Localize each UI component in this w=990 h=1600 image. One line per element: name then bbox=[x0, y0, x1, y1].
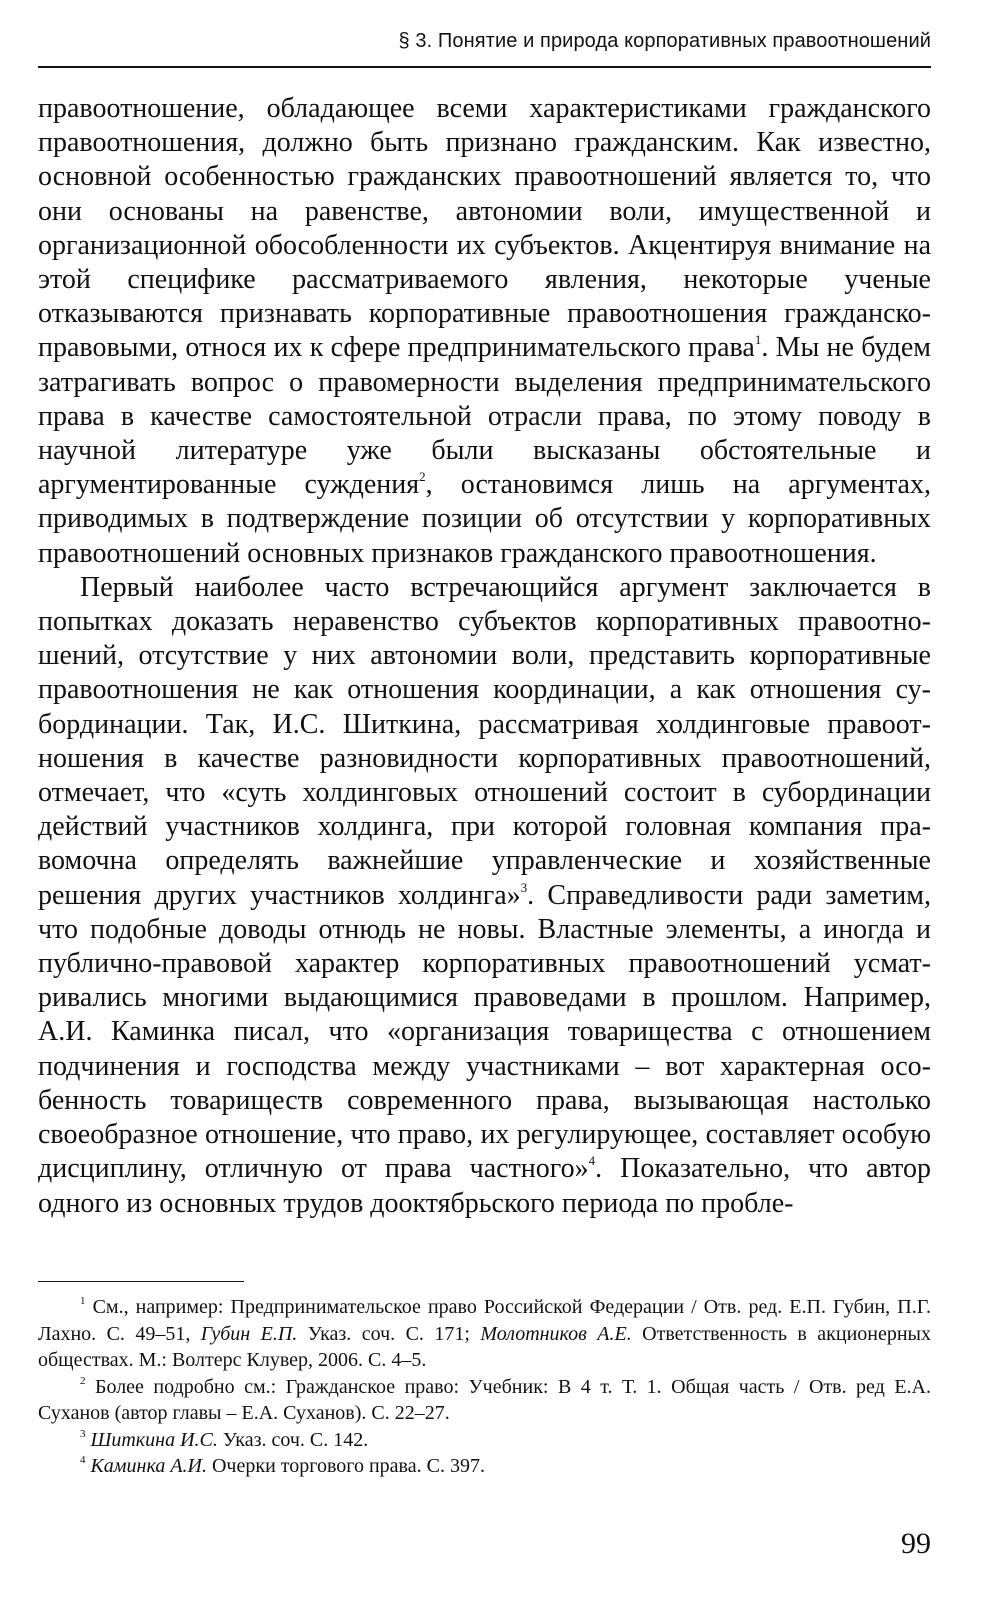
paragraph-1 bbox=[38, 92, 931, 571]
footnote-1-author-2: Молотников А.Е. bbox=[480, 1322, 632, 1345]
footnote-1-text-a: См., например: Предпринимательское право Российской Федерации / Отв. ред. Е.П. Губин, П.Г. Лахно. С. 49–51, bbox=[38, 1296, 931, 1345]
page-number: 99 bbox=[901, 1527, 931, 1560]
footnote-ref-2: 2 bbox=[419, 469, 426, 485]
book-page bbox=[38, 0, 931, 1600]
footnote-1-text-c: Ответственность в акционерных обществах. М.: Волтерс Клувер, 2006. С. 4–5. bbox=[38, 1322, 931, 1371]
footnote-4-author: Каминка А.И. bbox=[90, 1455, 207, 1477]
footnote-1-author-1: Губин Е.П. bbox=[200, 1322, 298, 1345]
footnote-2-text: Более подробно см.: Гражданское право: Учебник: В 4 т. Т. 1. Общая часть / Отв. ред Е.А. Суханов (автор главы – Е.А. Суханов). С. 22–27. bbox=[38, 1375, 931, 1424]
footnote-ref-3: 3 bbox=[520, 879, 528, 895]
footnote-ref-1: 1 bbox=[754, 332, 762, 348]
footnote-3-text: Указ. соч. С. 142. bbox=[217, 1428, 369, 1451]
footnote-4-mark: 4 bbox=[80, 1454, 86, 1466]
footnote-1-text-b: Указ. соч. С. 171; bbox=[297, 1322, 481, 1345]
paragraph-2-text-b: . Справедливости ради заметим, что подобные доводы отнюдь не новы. Властные элементы, а иногда и публично-правовой характер корпоративных правоотношений усматривались многими выдающимися правоведами в прошлом. Например, А.И. Каминка писал, что «организация товарищества с отношением подчинения и господства между участниками – вот характерная особенность товариществ современного права, вызывающая настолько своеобразное отношение, что право, их регулирующее, составляет особую дисциплину, отличную от права частного» bbox=[38, 879, 931, 1185]
footnote-separator bbox=[38, 1281, 244, 1282]
footnote-3 bbox=[38, 1427, 931, 1454]
footnote-4 bbox=[38, 1453, 931, 1480]
paragraph-2 bbox=[38, 571, 931, 1221]
footnote-1 bbox=[38, 1294, 931, 1374]
paragraph-2-text-c: . Показательно, что автор одного из основных трудов дооктябрьского периода по пробле- bbox=[38, 1153, 932, 1219]
footnote-4-text: Очерки торгового права. С. 397. bbox=[206, 1455, 485, 1477]
footnote-3-mark: 3 bbox=[80, 1427, 86, 1440]
paragraph-1-text-c: , остановимся лишь на аргументах, приводимых в подтверждение позиции об отсутствии у корпоративных правоотношений основных признаков гражданского правоотношения. bbox=[38, 469, 931, 569]
paragraph-1-text-b: . Мы не будем затрагивать вопрос о правомерности выделения предпринимательского права в качестве самостоятельной отрасли права, по этому поводу в научной литературе уже были высказаны обстоятельные и аргументированные суждения bbox=[38, 332, 931, 501]
running-title: § 3. Понятие и природа корпоративных правоотношений bbox=[398, 30, 931, 52]
footnote-2-mark: 2 bbox=[80, 1374, 86, 1387]
footnote-ref-4: 4 bbox=[588, 1153, 596, 1169]
main-text bbox=[38, 92, 931, 1221]
footnote-2 bbox=[38, 1374, 931, 1427]
paragraph-1-text-a: правоотношение, обладающее всеми характеристиками гражданского правоотношения, должно быть признано гражданским. Как известно, основной особенностью гражданских правоотношений является то, что они основаны на равенстве, автономии воли, имущественной и организационной обособленности их субъектов. Акцентируя внимание на этой специфике рассматриваемого явления, некоторые ученые отказываются признавать корпоративные правоотношения гражданско-правовыми, относя их к сфере предпринимательского права bbox=[38, 93, 931, 364]
header-rule bbox=[38, 66, 931, 68]
footnote-3-author: Шиткина И.С. bbox=[90, 1428, 218, 1451]
footnotes bbox=[38, 1294, 931, 1480]
footnote-1-mark: 1 bbox=[80, 1295, 86, 1307]
paragraph-2-text-a: Первый наиболее часто встречающийся аргумент заключается в попытках доказать неравенство субъектов корпоративных правоотношений, отсутствие у них автономии воли, представить корпоративные правоотношения не как отношения координации, а как отношения субординации. Так, И.С. Шиткина, рассматривая холдинговые правоотношения в качестве разновидности корпоративных правоотношений, отмечает, что «суть холдинговых отношений состоит в субординации действий участников холдинга, при которой головная компания правомочна определять важнейшие управленческие и хозяйственные решения других участников холдинга» bbox=[38, 571, 931, 911]
